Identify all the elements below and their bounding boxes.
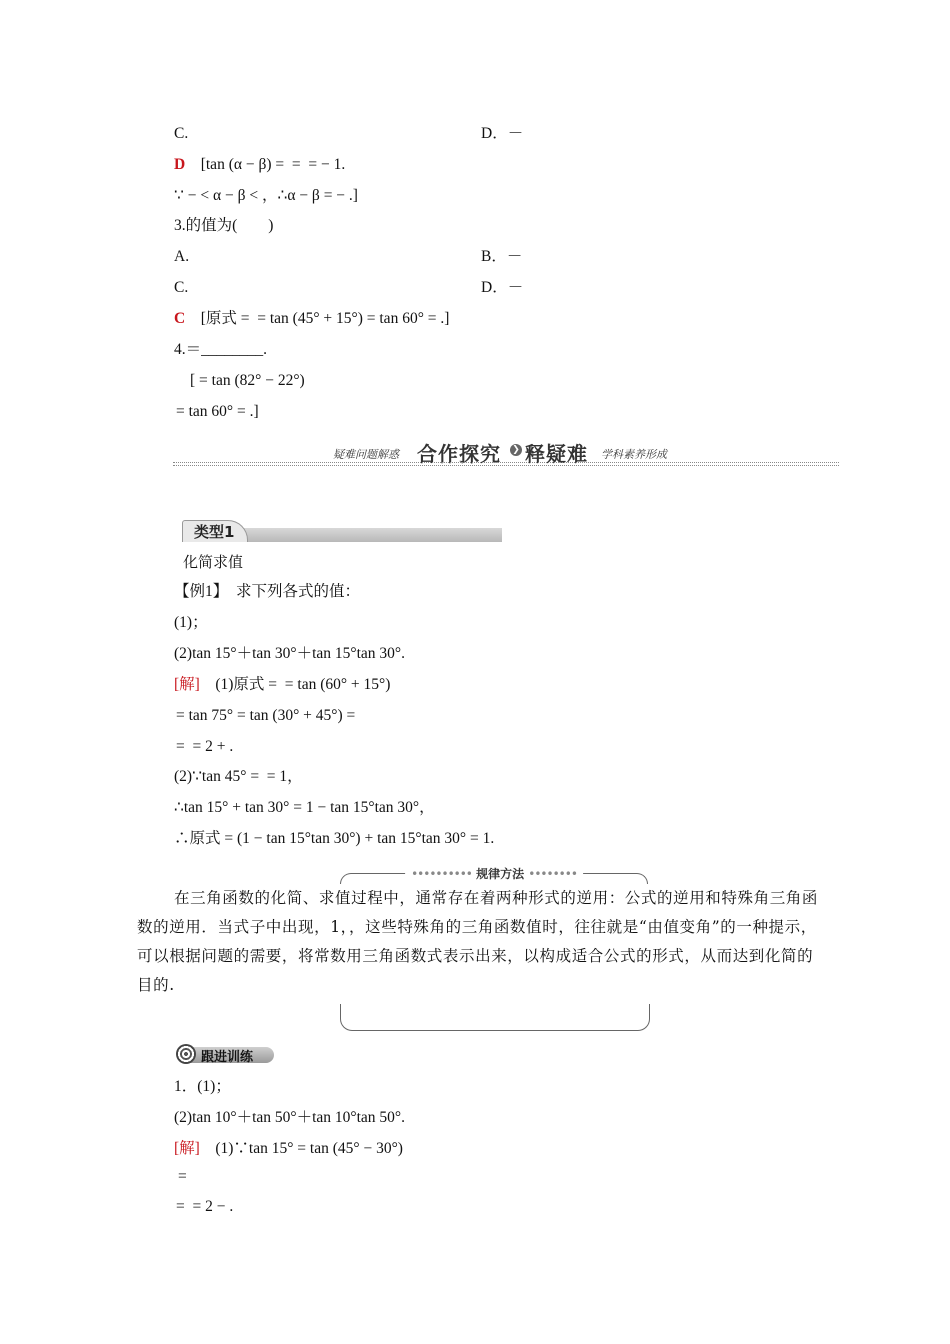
method-title-text: 规律方法 (476, 867, 525, 881)
q3-answer-text: [原式 = = tan (45° + 15°) = tan 60° = .] (200, 310, 450, 327)
section-banner (173, 436, 839, 468)
answer-line-2: ∵ − < α − β < ，∴α − β = − .] (174, 187, 358, 204)
option-c: C. (174, 125, 189, 142)
answer-line (174, 155, 345, 175)
solution-line-4: (2)∵tan 45° = = 1， (174, 768, 303, 785)
banner-divider (173, 462, 839, 463)
q3-option-a: A. (174, 248, 190, 265)
solution-line-1 (174, 675, 390, 695)
answer-text: [tan (α − β) = = = − 1. (200, 156, 346, 173)
type-tab-label: 类型1 (194, 523, 235, 541)
type-tab (182, 520, 502, 542)
q3-option-b: B．－ (481, 248, 523, 265)
solution-line-6: ∴原式 = (1 − tan 15°tan 30°) + tan 15°tan 30° = 1. (174, 830, 495, 847)
q4-answer-1: [ = tan (82° − 22°) (190, 372, 305, 389)
solution-line-5: ∴tan 15° + tan 30° = 1 − tan 15°tan 30°， (174, 799, 435, 816)
q3-option-c: C. (174, 279, 189, 296)
method-box-bottom (340, 1004, 650, 1031)
method-box-top (340, 867, 648, 883)
method-paragraph: 在三角函数的化简、求值过程中，通常存在着两种形式的逆用：公式的逆用和特殊角三角函数的逆用．当式子中出现，1，，这些特殊角的三角函数值时，往往就是“由值变角”的一种提示，可以根据问题的需要，将常数用三角函数式表示出来，以构成适合公式的形式，从而达到化简的目的. (137, 889, 819, 994)
banner-divider-2 (173, 465, 839, 466)
exercise-solution-text-1: (1)∵tan 15° = tan (45° − 30°) (199, 1140, 403, 1157)
target-icon (176, 1044, 196, 1064)
arrow-icon: ❯ (510, 444, 522, 456)
q3-answer-letter: C (174, 310, 186, 327)
q3-option-d: D．－ (481, 279, 524, 296)
q4-answer-2: = tan 60° = .] (176, 403, 259, 420)
section-title: 化简求值 (183, 553, 244, 571)
exercise-1-part-2: (2)tan 10°＋tan 50°＋tan 10°tan 50°. (174, 1109, 405, 1126)
exercise-solution-tag: [解] (174, 1140, 200, 1157)
solution-line-2: = tan 75° = tan (30° + 45°) = (176, 707, 360, 724)
banner-left-caption: 疑难问题解惑 (333, 448, 399, 461)
banner-right-caption: 学科素养形成 (601, 448, 667, 461)
solution-text-1: (1)原式 = = tan (60° + 15°) (199, 676, 391, 693)
solution-tag: [解] (174, 676, 200, 693)
follow-up-badge (176, 1044, 274, 1064)
example-part-2: (2)tan 15°＋tan 30°＋tan 15°tan 30°. (174, 645, 405, 662)
question-4: 4.＝________. (174, 341, 268, 358)
option-d: D．－ (481, 125, 524, 142)
solution-line-3: = = 2 + . (176, 738, 234, 755)
follow-up-label: 跟进训练 (201, 1050, 254, 1065)
exercise-solution-3: = = 2 − . (176, 1198, 234, 1215)
banner-title-1: 合作探究 (417, 442, 501, 466)
answer-letter: D (174, 156, 186, 173)
question-3: 3.的值为( ) (174, 217, 274, 234)
example-part-1: (1)； (174, 614, 208, 631)
exercise-solution-1 (174, 1139, 403, 1159)
method-dots-right: •••••••• (528, 867, 577, 881)
banner-title-2: 释疑难 (525, 442, 588, 466)
q3-answer-line (174, 309, 449, 329)
example-heading: 【例1】 求下列各式的值： (174, 583, 361, 600)
exercise-1-part-1: 1．(1)； (174, 1078, 231, 1095)
exercise-solution-2: = (178, 1168, 187, 1185)
method-dots-left: •••••••••• (411, 867, 472, 881)
method-title (405, 865, 583, 882)
